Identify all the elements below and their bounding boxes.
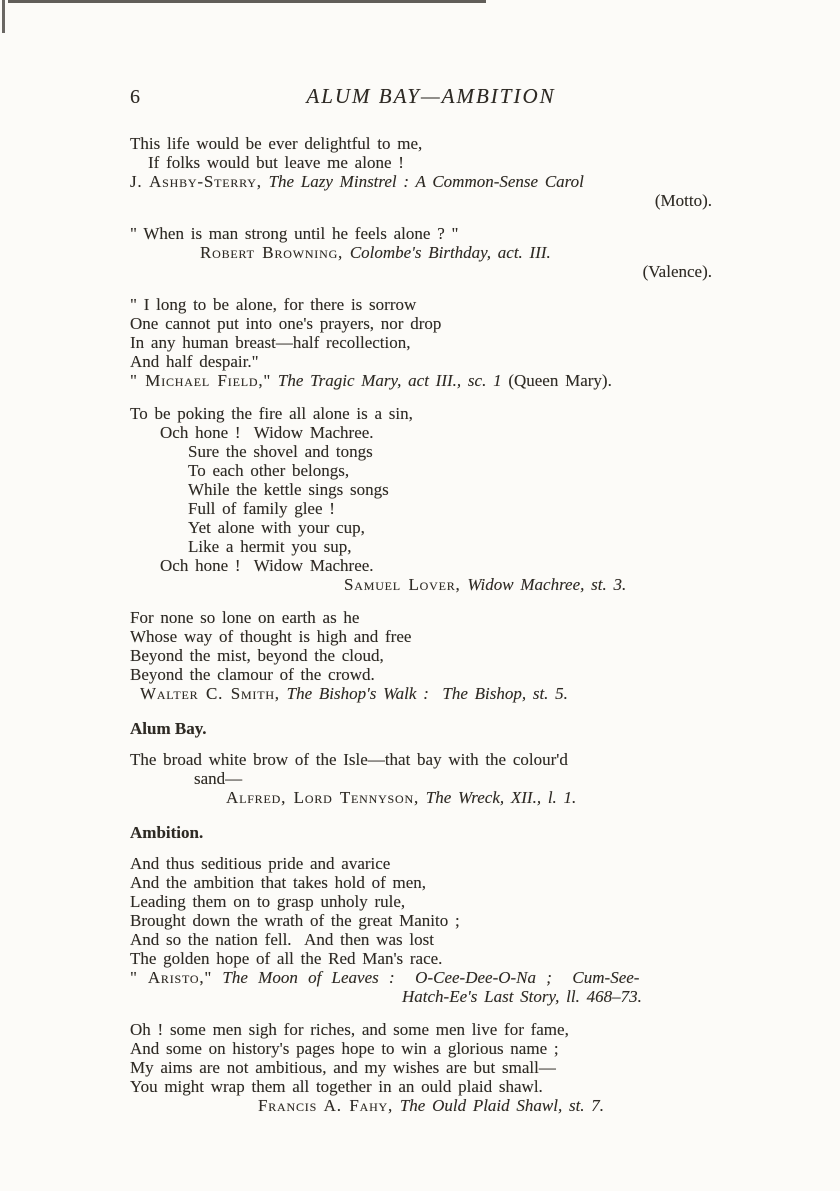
attribution-title: The Moon of Leaves : O-Cee-Dee-O-Na ; Cum-See- bbox=[222, 968, 640, 987]
attribution-title: The Bishop's Walk : The Bishop, st. 5. bbox=[286, 684, 568, 703]
attribution-author: " Michael Field," bbox=[130, 371, 272, 390]
attribution-line bbox=[130, 243, 712, 262]
attribution-title: The Lazy Minstrel : A Common-Sense Carol bbox=[268, 172, 584, 191]
attribution-line bbox=[130, 788, 712, 807]
verse-line: Sure the shovel and tongs bbox=[188, 442, 373, 461]
quote-block-lazy-minstrel bbox=[130, 134, 712, 210]
page-number: 6 bbox=[130, 86, 140, 108]
verse-line: " I long to be alone, for there is sorrow bbox=[130, 295, 417, 314]
verse-line: If folks would but leave me alone ! bbox=[148, 153, 404, 172]
attribution-author: Robert Browning, bbox=[200, 243, 344, 262]
verse-line: " When is man strong until he feels alone ? " bbox=[130, 224, 459, 243]
verse-line: Like a hermit you sup, bbox=[188, 537, 352, 556]
verse-line: And thus seditious pride and avarice bbox=[130, 854, 391, 873]
quote-block-ould-plaid-shawl bbox=[130, 1020, 712, 1115]
verse-line: Whose way of thought is high and free bbox=[130, 627, 412, 646]
attribution-line bbox=[130, 968, 712, 987]
attribution-line bbox=[130, 1096, 712, 1115]
verse-line: Leading them on to grasp unholy rule, bbox=[130, 892, 406, 911]
attribution-title: Colombe's Birthday, act. III. bbox=[349, 243, 551, 262]
verse-line: Och hone ! Widow Machree. bbox=[160, 556, 374, 575]
verse-line: To each other belongs, bbox=[188, 461, 350, 480]
section-heading-alum-bay: Alum Bay. bbox=[130, 719, 207, 738]
verse-line: And so the nation fell. And then was lost bbox=[130, 930, 434, 949]
page-content bbox=[130, 84, 712, 1129]
verse-line: Brought down the wrath of the great Manito ; bbox=[130, 911, 460, 930]
attribution-author: Francis A. Fahy, bbox=[258, 1096, 394, 1115]
attribution-author: Walter C. Smith, bbox=[140, 684, 280, 703]
attribution-line bbox=[130, 172, 712, 191]
attribution-note: (Valence). bbox=[642, 262, 712, 281]
quote-block-tragic-mary bbox=[130, 295, 712, 390]
verse-line: This life would be ever delightful to me, bbox=[130, 134, 423, 153]
verse-line: To be poking the fire all alone is a sin, bbox=[130, 404, 413, 423]
verse-line: One cannot put into one's prayers, nor drop bbox=[130, 314, 442, 333]
attribution-author: Samuel Lover, bbox=[344, 575, 461, 594]
verse-line: While the kettle sings songs bbox=[188, 480, 389, 499]
attribution-line bbox=[130, 684, 712, 703]
scan-artifact-left-tick bbox=[2, 0, 5, 33]
attribution-tail: (Queen Mary). bbox=[508, 371, 612, 390]
verse-line: Full of family glee ! bbox=[188, 499, 335, 518]
attribution-title: The Tragic Mary, act III., sc. 1 bbox=[277, 371, 502, 390]
attribution-note: (Motto). bbox=[654, 191, 712, 210]
attribution-line bbox=[130, 371, 712, 390]
quote-block-bishops-walk bbox=[130, 608, 712, 703]
verse-line: The broad white brow of the Isle—that bay with the colour'd bbox=[130, 750, 568, 769]
verse-line: And the ambition that takes hold of men, bbox=[130, 873, 427, 892]
verse-line: And some on history's pages hope to win a glorious name ; bbox=[130, 1039, 559, 1058]
verse-line: Oh ! some men sigh for riches, and some men live for fame, bbox=[130, 1020, 569, 1039]
running-header bbox=[130, 84, 712, 114]
verse-line: Yet alone with your cup, bbox=[188, 518, 365, 537]
attribution-title: The Ould Plaid Shawl, st. 7. bbox=[399, 1096, 605, 1115]
verse-line: Beyond the clamour of the crowd. bbox=[130, 665, 375, 684]
quote-block-moon-of-leaves bbox=[130, 854, 712, 1006]
attribution-continuation bbox=[130, 987, 712, 1006]
attribution-author: " Aristo," bbox=[130, 968, 213, 987]
attribution-title-continued: Hatch-Ee's Last Story, ll. 468–73. bbox=[402, 987, 642, 1006]
verse-line: You might wrap them all together in an ould plaid shawl. bbox=[130, 1077, 543, 1096]
attribution-author: J. Ashby-Sterry, bbox=[130, 172, 262, 191]
attribution-line bbox=[130, 575, 712, 594]
verse-line: Beyond the mist, beyond the cloud, bbox=[130, 646, 384, 665]
attribution-title: The Wreck, XII., l. 1. bbox=[425, 788, 577, 807]
attribution-title: Widow Machree, st. 3. bbox=[467, 575, 627, 594]
verse-line: In any human breast—half recollection, bbox=[130, 333, 411, 352]
quote-block-the-wreck bbox=[130, 750, 712, 807]
quote-block-widow-machree bbox=[130, 404, 712, 594]
verse-line: And half despair." bbox=[130, 352, 259, 371]
quote-block-colombes-birthday bbox=[130, 224, 712, 281]
verse-line: My aims are not ambitious, and my wishes are but small— bbox=[130, 1058, 556, 1077]
verse-line: Och hone ! Widow Machree. bbox=[160, 423, 374, 442]
section-heading-ambition: Ambition. bbox=[130, 823, 204, 842]
verse-line: sand— bbox=[194, 769, 243, 788]
attribution-author: Alfred, Lord Tennyson, bbox=[226, 788, 420, 807]
verse-line: For none so lone on earth as he bbox=[130, 608, 360, 627]
scan-artifact-top-line bbox=[8, 0, 486, 3]
running-head-title: ALUM BAY—AMBITION bbox=[306, 84, 556, 108]
verse-line: The golden hope of all the Red Man's race. bbox=[130, 949, 443, 968]
